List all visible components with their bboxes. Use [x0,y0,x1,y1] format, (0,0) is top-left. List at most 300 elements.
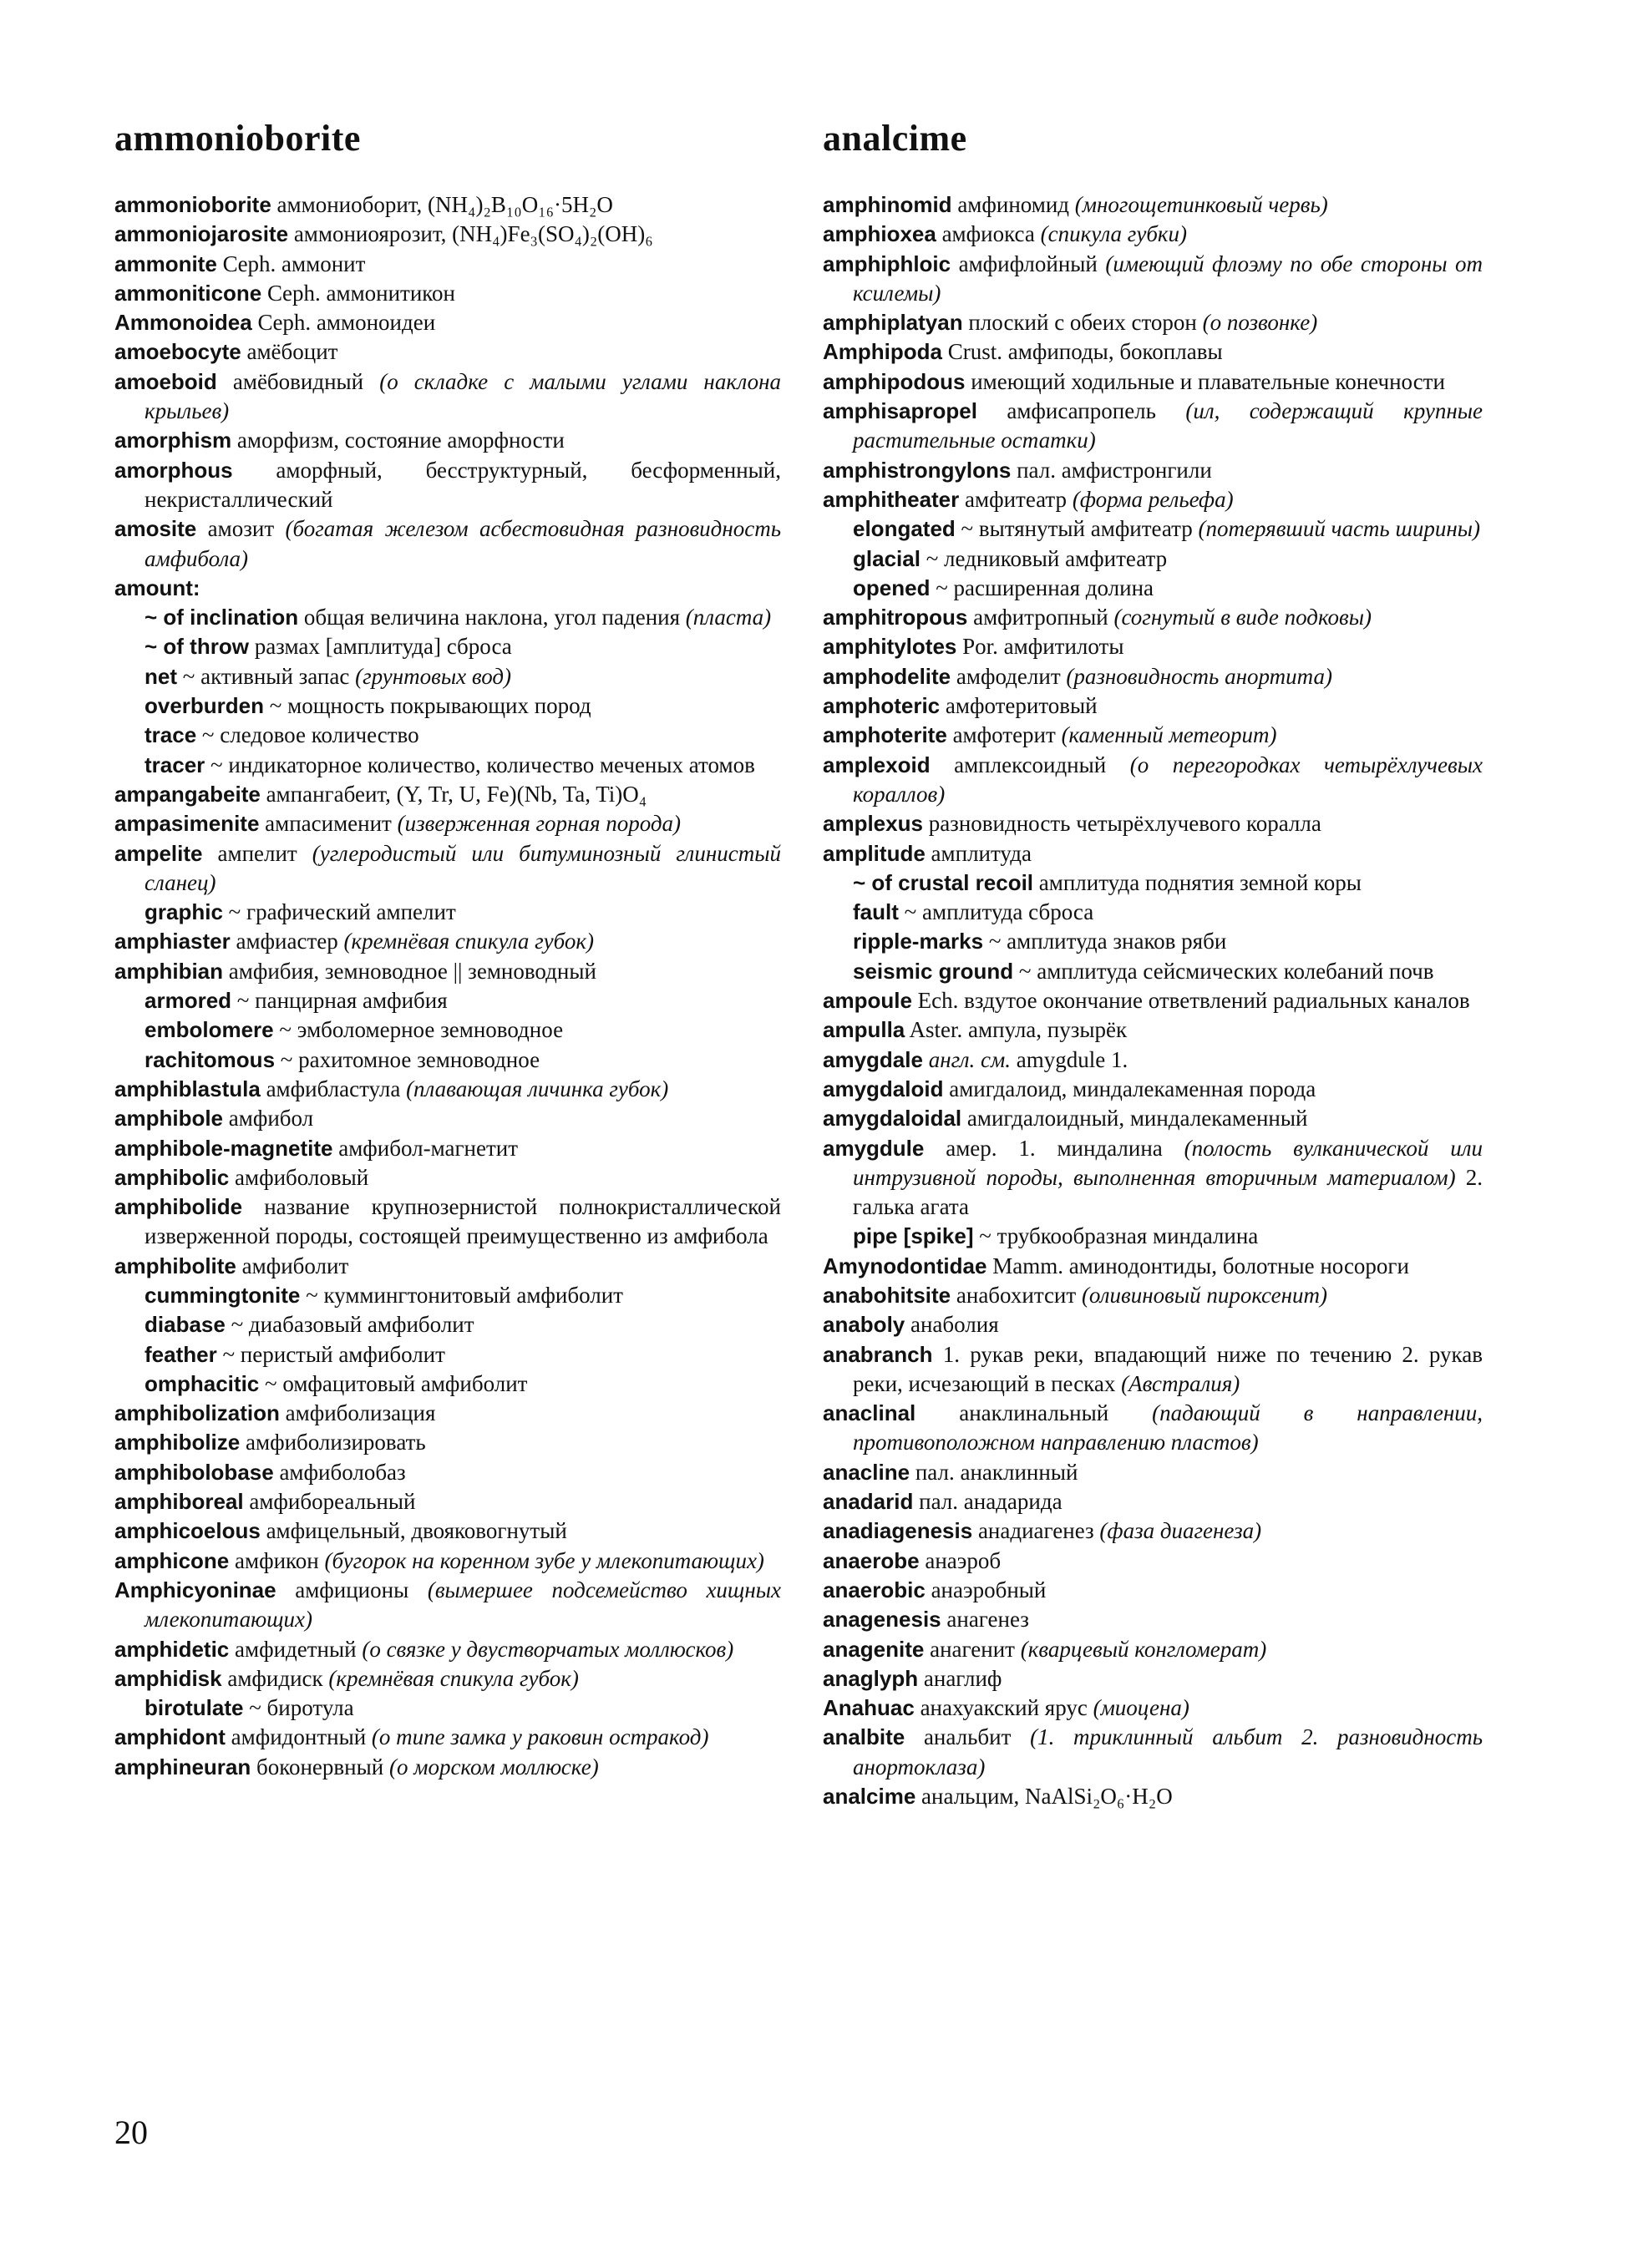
running-head-right: analcime [823,118,967,159]
translation-continued: amygdule 1. [1011,1046,1128,1072]
translation: амфицельный, двояковогнутый [260,1518,567,1544]
gloss: (о морском моллюске) [388,1754,599,1779]
dictionary-entry [114,250,781,279]
headword: amount: [114,575,200,600]
translation: амозит [196,516,286,542]
gloss: (разновидность анортита) [1066,663,1332,689]
translation: ~ индикаторное количество, количество меченых атомов [205,752,755,777]
dictionary-entry [114,1487,781,1516]
dictionary-entry [114,1516,781,1546]
headword: ~ of crustal recoil [853,869,1034,895]
headword: glacial [853,545,921,571]
headword: ripple-marks [853,929,984,954]
translation: ~ амплитуда сброса [898,899,1094,925]
translation: амплитуда [925,840,1032,866]
headword: amphibolobase [114,1459,274,1485]
headword: Ammonoidea [114,310,252,336]
translation: аммониоярозит, (NH₄)Fe₃(SO₄)₂(OH)₆ [288,221,653,247]
gloss: (о перегородках четырёхлучевых кораллов) [853,752,1483,807]
gloss: (о типе замка у раковин остракод) [371,1724,709,1750]
translation: амфидетный [229,1636,363,1662]
headword: pipe [spike] [853,1223,974,1249]
right-column [823,190,1483,1811]
translation: амфитеатр [959,486,1073,512]
dictionary-entry [823,1104,1483,1133]
translation-continued: 2. галька агата [853,1164,1483,1220]
dictionary-entry [114,279,781,308]
headword: amoebocyte [114,339,241,365]
dictionary-entry [823,485,1483,514]
translation: боконервный [251,1754,389,1779]
translation: название крупнозернистой полнокристаллической изверженной породы, состоящей преимущественно из амфибола [145,1194,781,1249]
translation: амфибореальный [243,1489,416,1515]
dictionary-entry [114,1399,781,1428]
sub-entry [114,691,781,721]
dictionary-entry [114,220,781,249]
dictionary-entry [114,308,781,337]
headword: amphiphloic [823,251,951,276]
dictionary-entry [823,397,1483,456]
translation: анаболия [905,1312,999,1338]
sub-entry [823,898,1483,927]
translation: ~ трубкообразная миндалина [973,1223,1259,1249]
translation: Mamm. аминодонтиды, болотные носороги [986,1253,1409,1278]
gloss: (вымершее подсемейство хищных млекопитающих) [145,1577,781,1633]
dictionary-entry [114,1576,781,1635]
dictionary-entry [823,190,1483,220]
dictionary-entry [823,603,1483,632]
headword: ammonioborite [114,192,271,217]
translation: амфибол-магнетит [332,1135,519,1161]
gloss: (фаза диагенеза) [1099,1518,1262,1544]
headword: amphibian [114,958,224,984]
translation: Ceph. аммонитикон [261,280,455,306]
headword: amphitylotes [823,634,957,660]
headword: anadiagenesis [823,1518,973,1544]
translation: размах [амплитуда] сброса [248,634,512,660]
dictionary-entry [823,1075,1483,1104]
translation: Ech. вздутое окончание ответвлений радиальных каналов [911,988,1470,1014]
translation: ~ активный запас [177,663,356,689]
translation: анагенит [924,1636,1021,1662]
headword: anaerobic [823,1577,926,1602]
headword: ampelite [114,840,203,866]
dictionary-entry [114,1075,781,1104]
headword: rachitomous [145,1046,276,1072]
sub-entry [114,1281,781,1310]
translation: Crust. амфиподы, бокоплавы [942,339,1223,365]
headword: feather [145,1341,217,1367]
headword: anacline [823,1459,910,1485]
headword: ampoule [823,988,912,1014]
translation: ~ ледниковый амфитеатр [920,545,1168,571]
dictionary-entry [823,632,1483,661]
dictionary-entry [823,1340,1483,1400]
headword: anagenesis [823,1607,941,1633]
translation: амфиболизация [279,1400,436,1426]
dictionary-entry [114,1547,781,1576]
headword: net [145,663,177,689]
sub-entry [114,603,781,632]
headword: anabranch [823,1341,933,1367]
headword: elongated [853,516,956,542]
dictionary-entry [823,1723,1483,1782]
headword: amphibolide [114,1194,243,1220]
gloss: (потерявший часть ширины) [1198,516,1481,542]
headword: amphitheater [823,486,960,512]
headword: Amynodontidae [823,1253,987,1278]
translation: анаглиф [918,1665,1002,1691]
translation: амфисапропель [976,398,1186,424]
headword: omphacitic [145,1370,260,1396]
gloss: англ. см. [928,1046,1012,1072]
gloss: (имеющий флоэму по обе стороны от ксилемы) [853,251,1483,306]
headword: Amphicyoninae [114,1577,276,1602]
left-column [114,190,781,1782]
gloss: (углеродистый или битуминозный глинистый сланец) [145,840,781,895]
headword: analcime [823,1784,916,1810]
sub-entry [114,1693,781,1723]
dictionary-entry [114,426,781,455]
headword: ~ of throw [145,634,249,660]
translation: анаэроб [919,1547,1002,1573]
translation: ампангабеит, (Y, Tr, U, Fe)(Nb, Ta, Ti)O₄ [260,781,647,807]
translation: амфиболовый [229,1164,369,1190]
translation: амфиционы [276,1577,428,1602]
dictionary-entry [114,1753,781,1782]
headword: amphiblastula [114,1076,261,1101]
dictionary-entry [114,456,781,515]
headword: amphidisk [114,1665,222,1691]
translation: аморфный, бесструктурный, бесформенный, некристаллический [145,457,781,512]
translation: пал. амфистронгили [1011,457,1212,483]
headword: amphoterite [823,722,947,748]
sub-entry [114,986,781,1015]
page-number: 20 [114,2114,148,2151]
headword: opened [853,575,931,600]
dictionary-entry [823,1605,1483,1634]
dictionary-entry [823,1782,1483,1811]
translation: анальцим, NaAlSi₂O₆·H₂O [915,1784,1173,1810]
gloss: (форма рельефа) [1072,486,1234,512]
sub-entry [114,1369,781,1399]
headword: anagenite [823,1636,925,1662]
dictionary-entry [114,927,781,956]
headword: amphibolite [114,1253,236,1278]
headword: amoeboid [114,368,217,394]
translation: амфидонтный [225,1724,372,1750]
translation: ~ куммингтонитовый амфиболит [300,1282,623,1308]
dictionary-entry [114,1723,781,1752]
headword: ~ of inclination [145,605,299,630]
dictionary-entry [823,839,1483,868]
dictionary-entry [823,367,1483,397]
headword: graphic [145,899,223,925]
dictionary-entry [823,1547,1483,1576]
translation: плоский с обеих сторон [962,310,1203,336]
headword: amphibole-magnetite [114,1135,333,1161]
dictionary-entry [823,1281,1483,1310]
dictionary-entry [114,190,781,220]
translation: амфиокса [936,221,1041,247]
gloss: (согнутый в виде подковы) [1113,605,1372,630]
translation: анальбит [905,1724,1031,1750]
gloss: (пласта) [685,605,772,630]
sub-entry [114,662,781,691]
headword: Anahuac [823,1695,915,1721]
sub-entry [114,1045,781,1075]
gloss: (о позвонке) [1202,310,1318,336]
gloss: (грунтовых вод) [355,663,512,689]
translation: амер. 1. миндалина [924,1135,1184,1161]
translation: амплексоидный [930,752,1130,777]
sub-entry [114,751,781,780]
translation: амфиболит [236,1253,349,1278]
dictionary-entry [114,1252,781,1281]
gloss: (кремнёвая спикула губок) [328,1665,579,1691]
translation: Ceph. аммонит [216,251,366,276]
dictionary-entry [823,1693,1483,1723]
translation: ~ графический ампелит [222,899,456,925]
gloss: (спикула губки) [1040,221,1188,247]
headword: diabase [145,1312,226,1338]
dictionary-entry [823,456,1483,485]
headword: amphineuran [114,1754,251,1779]
dictionary-entry [823,337,1483,367]
sub-entry [114,1310,781,1339]
headword: amphioxea [823,221,936,247]
dictionary-entry [823,809,1483,838]
headword: ampangabeite [114,781,261,807]
translation: Aster. ампула, пузырёк [905,1017,1128,1043]
gloss: (о складке с малыми углами наклона крыльев) [145,368,781,424]
translation: ~ эмболомерное земноводное [273,1017,564,1043]
headword: trace [145,722,197,748]
running-head-left: ammonioborite [114,118,361,159]
headword: anaboly [823,1312,905,1338]
headword: amygdaloidal [823,1106,962,1131]
gloss: (оливиновый пироксенит) [1081,1282,1327,1308]
headword: amplexus [823,811,923,837]
dictionary-entry [823,691,1483,721]
translation: амфиболобаз [273,1459,406,1485]
dictionary-entry [823,662,1483,691]
headword: amphidont [114,1724,226,1750]
translation: амфибол [223,1106,314,1131]
headword: amphibolic [114,1164,230,1190]
translation: общая величина наклона, угол падения [298,605,686,630]
dictionary-entry [823,1635,1483,1664]
dictionary-entry [823,1576,1483,1605]
gloss: (богатая железом асбестовидная разновидность амфибола) [145,516,782,571]
headword: amorphism [114,428,232,453]
translation: разновидность четырёхлучевого коралла [922,811,1321,837]
gloss: (полость вулканической или интрузивной породы, выполненная вторичным материалом) [853,1135,1483,1190]
translation: ~ рахитомное земноводное [275,1046,540,1072]
sub-entry [114,898,781,927]
translation: амфидиск [221,1665,329,1691]
headword: amorphous [114,457,233,483]
headword: ammonite [114,251,217,276]
dictionary-entry [823,1015,1483,1045]
translation: анагенез [941,1607,1029,1633]
sub-entry [114,632,781,661]
headword: ammoniojarosite [114,221,289,247]
sub-entry [114,1015,781,1045]
headword: amphoteric [823,693,941,719]
translation: амфотеритовый [940,693,1098,719]
dictionary-entry [114,780,781,809]
dictionary-entry [114,957,781,986]
translation: ~ амплитуда сейсмических колебаний почв [1013,958,1434,984]
translation: ~ амплитуда знаков ряби [983,929,1227,954]
translation: анабохитсит [951,1282,1082,1308]
translation: ~ панцирная амфибия [231,988,448,1014]
translation: ~ расширенная долина [930,575,1154,600]
headword: amplitude [823,840,926,866]
gloss: (плавающая личинка губок) [406,1076,669,1101]
headword: seismic ground [853,958,1014,984]
headword: amphistrongylons [823,457,1012,483]
headword: amosite [114,516,197,542]
gloss: (миоцена) [1093,1695,1189,1721]
translation: амфотерит [946,722,1062,748]
gloss: (Австралия) [1121,1370,1240,1396]
dictionary-entry [114,1163,781,1192]
dictionary-entry [114,514,781,574]
headword: anaerobe [823,1547,920,1573]
translation: аммониоборит, (NH₄)₂B₁₀O₁₆·5H₂O [271,192,613,217]
sub-entry [823,1222,1483,1251]
headword: amphibolization [114,1400,280,1426]
headword: amphiaster [114,929,231,954]
headword: birotulate [145,1695,244,1721]
translation: ~ биротула [243,1695,354,1721]
translation: амфиномид [951,192,1075,217]
dictionary-entry [823,1458,1483,1487]
headword: ampasimenite [114,811,260,837]
translation: амфиастер [230,929,344,954]
headword: anabohitsite [823,1282,951,1308]
headword: amphinomid [823,192,952,217]
translation: амигдалоид, миндалекаменная порода [943,1076,1316,1101]
translation: пал. анаклинный [910,1459,1078,1485]
dictionary-entry [114,1104,781,1133]
gloss: (бугорок на коренном зубе у млекопитающих) [324,1547,764,1573]
dictionary-entry [114,1664,781,1693]
dictionary-entry [114,367,781,427]
headword: amphitropous [823,605,968,630]
translation: ~ вытянутый амфитеатр [955,516,1199,542]
headword: anaglyph [823,1665,919,1691]
translation: ~ следовое количество [196,722,419,748]
dictionary-entry [823,1134,1483,1223]
translation: анадиагенез [972,1518,1100,1544]
translation: имеющий ходильные и плавательные конечности [965,368,1445,394]
sub-entry [823,574,1483,603]
dictionary-entry [823,308,1483,337]
translation: ампелит [202,840,312,866]
dictionary-entry [114,337,781,367]
gloss: (о связке у двустворчатых моллюсков) [362,1636,734,1662]
headword: amphibolize [114,1430,241,1455]
translation: ампасименит [259,811,398,837]
headword: cummingtonite [145,1282,301,1308]
dictionary-entry [114,1428,781,1457]
dictionary-entry [823,1399,1483,1458]
translation: пал. анадарида [913,1489,1063,1515]
translation: анахуакский ярус [914,1695,1093,1721]
dictionary-entry [823,220,1483,249]
dictionary-entry [114,1635,781,1664]
translation: амёбовидный [216,368,380,394]
headword: amphisapropel [823,398,977,424]
translation: амфибия, земноводное || земноводный [223,958,596,984]
dictionary-entry [823,721,1483,750]
dictionary-entry [114,839,781,899]
sub-entry [823,927,1483,956]
headword: amygdule [823,1135,925,1161]
translation: ~ перистый амфиболит [216,1341,445,1367]
translation: ~ омфацитовый амфиболит [259,1370,528,1396]
headword: amphicoelous [114,1518,261,1544]
sub-entry [823,868,1483,898]
headword: overburden [145,693,265,719]
dictionary-entry [114,1192,781,1252]
headword: amphiplatyan [823,310,963,336]
headword: embolomere [145,1017,274,1043]
dictionary-entry [823,1487,1483,1516]
headword: tracer [145,752,205,777]
dictionary-entry [823,1045,1483,1075]
headword: Amphipoda [823,339,942,365]
dictionary-entry [823,1516,1483,1546]
translation: амфоделит [951,663,1067,689]
gloss: (1. триклинный альбит 2. разновидность анортоклаза) [853,1724,1483,1779]
dictionary-entry [823,1252,1483,1281]
translation [923,1047,929,1072]
headword: amplexoid [823,752,931,777]
headword: anaclinal [823,1400,916,1426]
sub-entry [823,957,1483,986]
sub-entry [823,514,1483,544]
gloss: (падающий в направлении, противоположном направлению пластов) [853,1400,1483,1455]
translation: Ceph. аммоноидеи [251,310,436,336]
gloss: (каменный метеорит) [1061,722,1277,748]
gloss: (многощетинковый червь) [1074,192,1328,217]
translation: амигдалоидный, миндалекаменный [961,1106,1308,1131]
headword: anadarid [823,1489,914,1515]
dictionary-entry [823,250,1483,309]
headword: amphipodous [823,368,966,394]
translation: амфикон [229,1547,325,1573]
gloss: (кварцевый конгломерат) [1020,1636,1267,1662]
headword: analbite [823,1724,905,1750]
headword: armored [145,988,232,1014]
translation: Por. амфитилоты [956,634,1124,660]
translation: амфибластула [260,1076,407,1101]
headword: fault [853,899,899,925]
headword: amphiboreal [114,1489,244,1515]
sub-entry [114,1340,781,1369]
gloss: (кремнёвая спикула губок) [343,929,594,954]
headword: amygdaloid [823,1076,944,1101]
dictionary-entry [114,809,781,838]
dictionary-entry [114,574,781,603]
dictionary-entry [114,1134,781,1163]
headword: amphodelite [823,663,951,689]
translation: ~ мощность покрывающих пород [264,693,591,719]
